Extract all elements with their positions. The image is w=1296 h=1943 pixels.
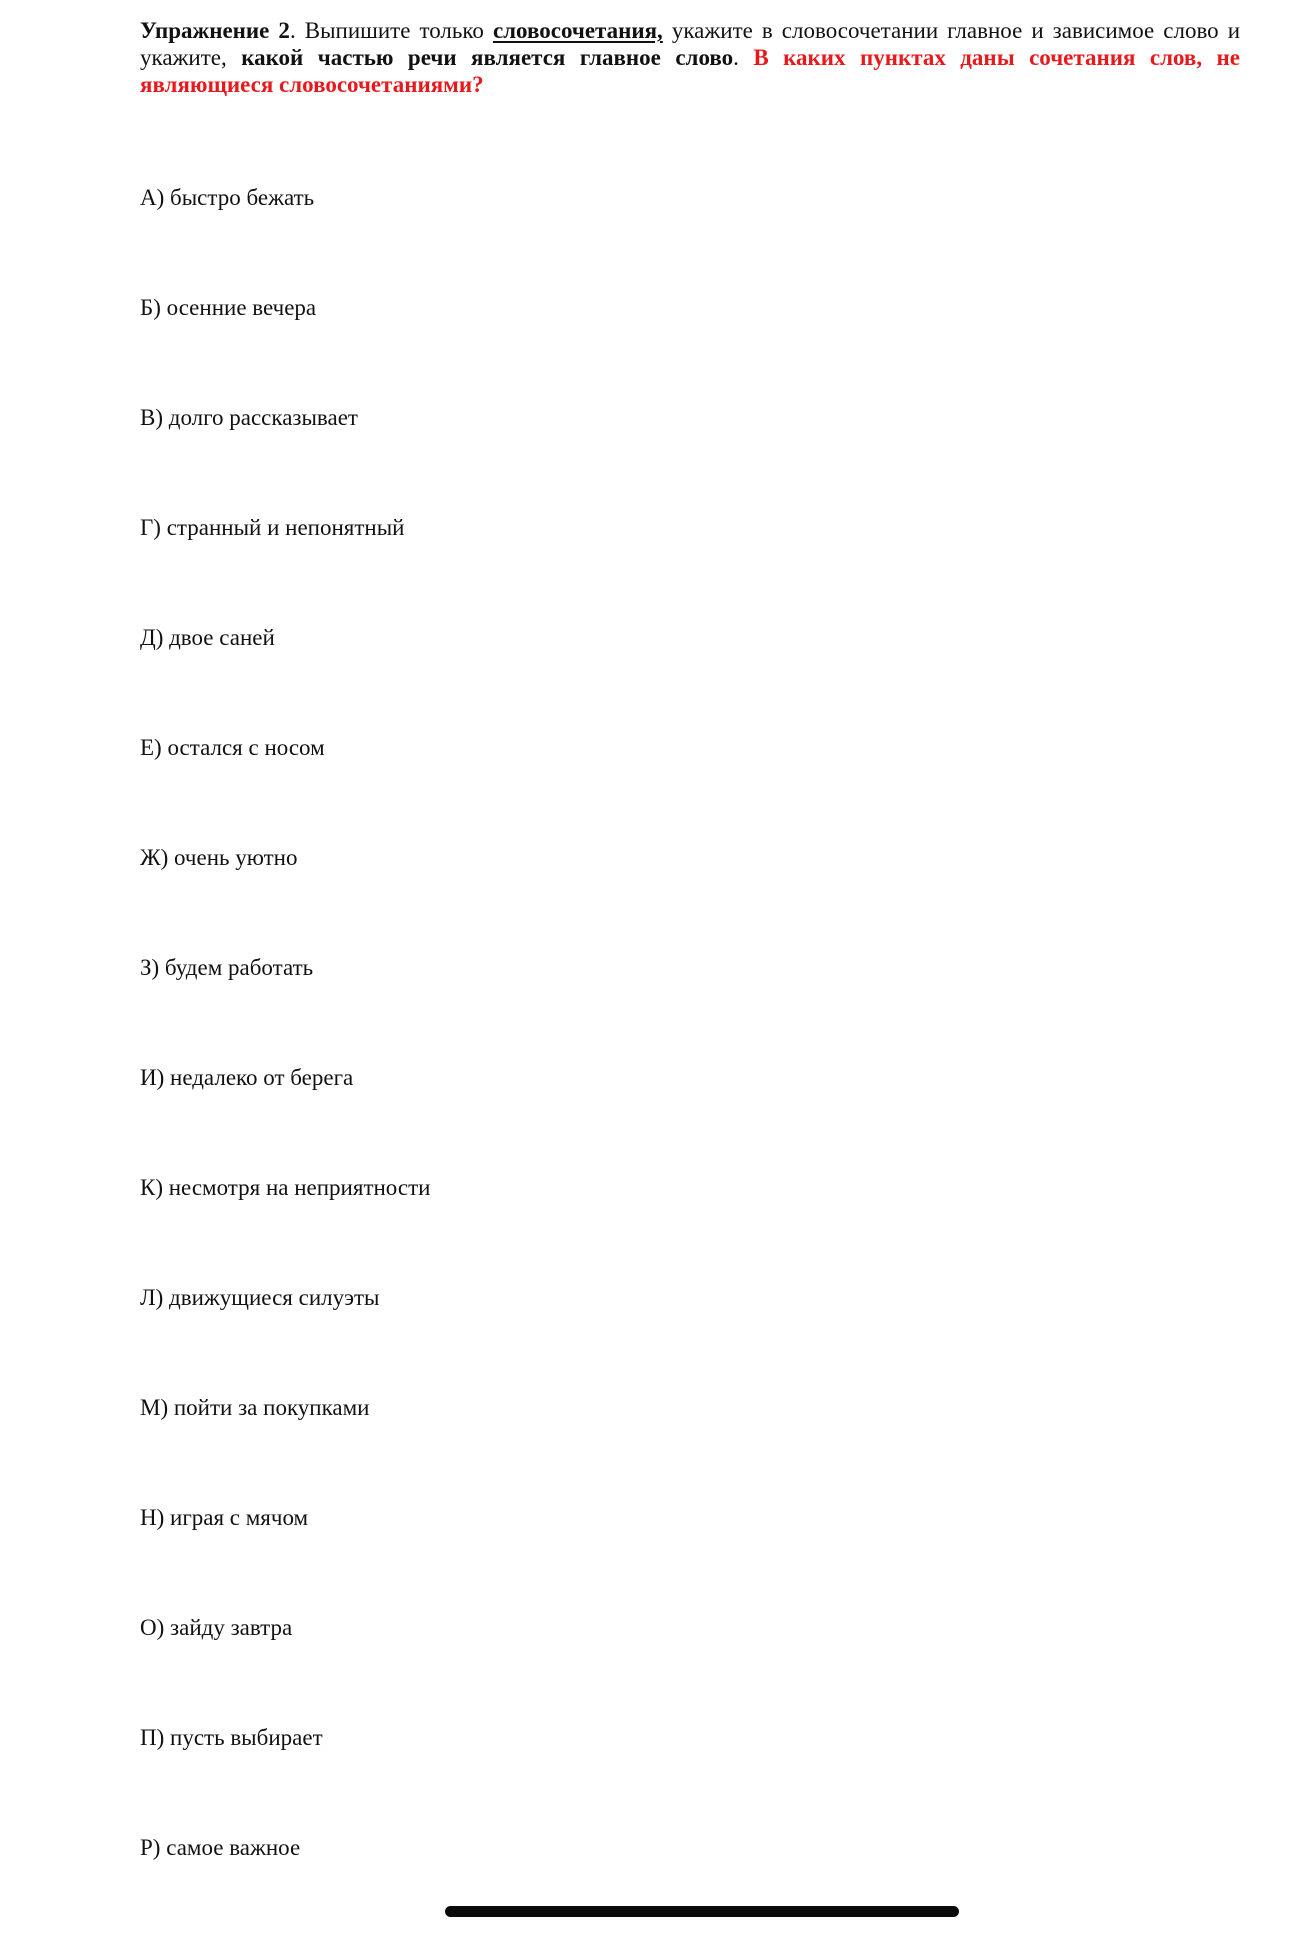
- list-item: М) пойти за покупками: [140, 1395, 370, 1420]
- instruction-red-question: В каких пунктах даны сочетания слов, не являющиеся словосочетаниями?: [140, 45, 1240, 97]
- list-item: Р) самое важное: [140, 1835, 301, 1860]
- list-item: Ж) очень уютно: [140, 845, 298, 870]
- instruction-keyword: словосочетания,: [492, 18, 663, 43]
- list-item: И) недалеко от берега: [140, 1065, 354, 1090]
- list-item: Е) остался с носом: [140, 735, 325, 760]
- home-indicator[interactable]: [445, 1906, 959, 1917]
- list-item: Б) осенние вечера: [140, 295, 317, 320]
- word-combination-list: [140, 183, 430, 1943]
- instruction-bold-phrase: какой частью речи является главное слово: [241, 45, 734, 70]
- list-item: Л) движущиеся силуэты: [140, 1285, 380, 1310]
- instruction-text-1: . Выпишите только: [289, 18, 493, 43]
- list-item: З) будем работать: [140, 955, 314, 980]
- exercise-label: Упражнение 2: [140, 18, 290, 43]
- instruction-text-2: укажите в словосочетании главное и зависимое слово и укажите,: [140, 18, 1240, 70]
- exercise-instruction: [140, 17, 1240, 98]
- list-item: В) долго рассказывает: [140, 405, 358, 430]
- list-item: А) быстро бежать: [140, 185, 315, 210]
- list-item: О) зайду завтра: [140, 1615, 293, 1640]
- list-item: Г) странный и непонятный: [140, 515, 405, 540]
- list-item: П) пусть выбирает: [140, 1725, 323, 1750]
- list-item: К) несмотря на неприятности: [140, 1175, 431, 1200]
- list-item: Н) играя с мячом: [140, 1505, 309, 1530]
- list-item: Д) двое саней: [140, 625, 275, 650]
- instruction-text-3: .: [733, 45, 754, 70]
